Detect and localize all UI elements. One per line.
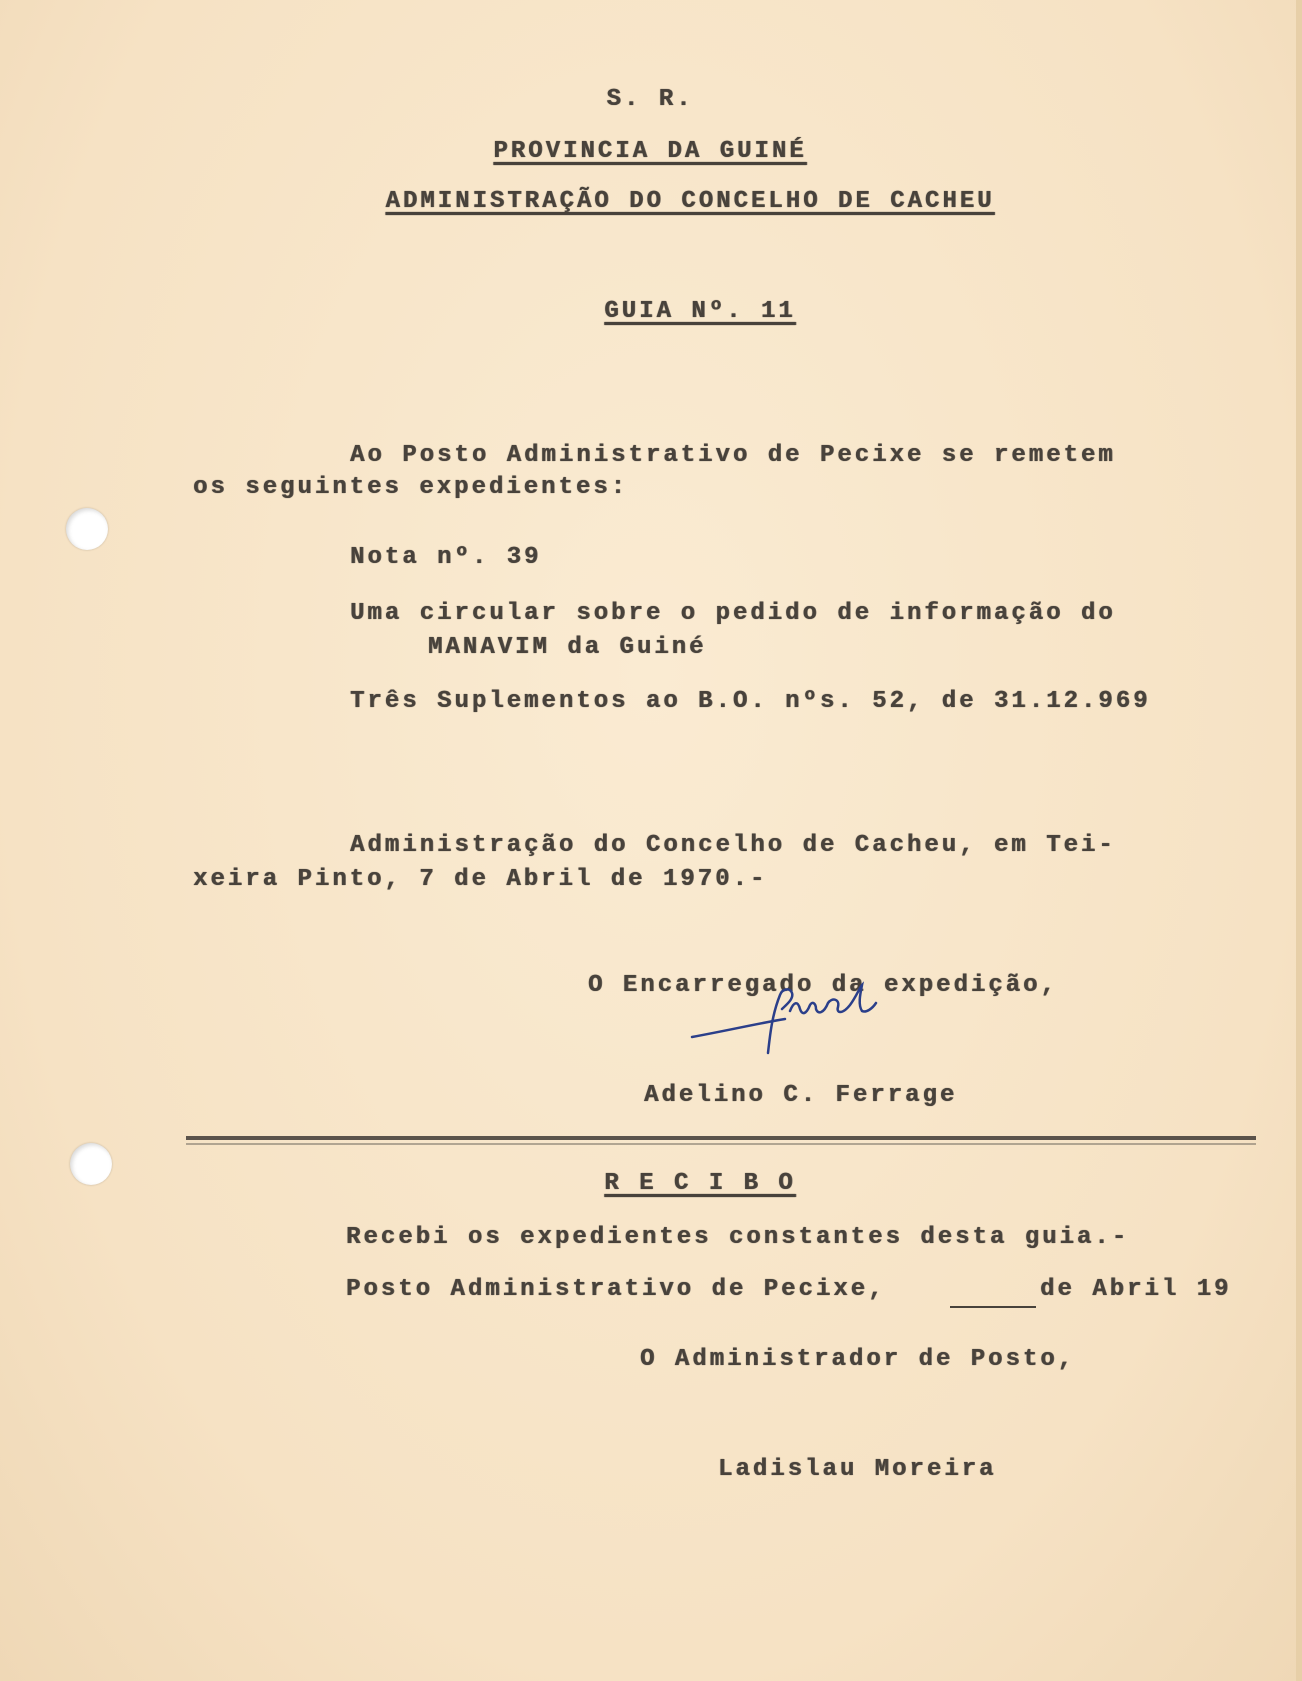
- receipt-day-blank: [950, 1306, 1036, 1308]
- receipt-title: R E C I B O: [604, 1170, 796, 1197]
- receipt-role: O Administrador de Posto,: [640, 1346, 1076, 1373]
- intro-line-2: os seguintes expedientes:: [193, 474, 629, 501]
- sender-name: Adelino C. Ferrage: [644, 1082, 958, 1109]
- receipt-line-1: Recebi os expedientes constantes desta guia.-: [346, 1224, 1130, 1251]
- sender-role: O Encarregado da expedição,: [588, 972, 1058, 999]
- divider-line: [186, 1136, 1256, 1140]
- sender-signature: [690, 975, 950, 1075]
- closing-line-2: xeira Pinto, 7 de Abril de 1970.-: [193, 866, 768, 893]
- administration-heading: ADMINISTRAÇÃO DO CONCELHO DE CACHEU: [385, 188, 995, 215]
- receipt-line-2-suffix: de Abril 19: [1040, 1276, 1232, 1303]
- closing-line-1: Administração do Concelho de Cacheu, em Tei-: [350, 832, 1116, 859]
- guide-number: GUIA Nº. 11: [604, 298, 796, 325]
- receipt-name: Ladislau Moreira: [718, 1456, 997, 1483]
- divider-line-shadow: [186, 1143, 1256, 1145]
- item-nota: Nota nº. 39: [350, 544, 542, 571]
- header-sr: S. R.: [606, 86, 694, 113]
- province-heading: PROVINCIA DA GUINÉ: [493, 138, 807, 165]
- punch-hole-bottom: [70, 1143, 112, 1185]
- item-circular-line-1: Uma circular sobre o pedido de informação do: [350, 600, 1116, 627]
- item-suplementos: Três Suplementos ao B.O. nºs. 52, de 31.12.969: [350, 688, 1151, 715]
- paper-edge: [1296, 0, 1302, 1681]
- receipt-line-2-prefix: Posto Administrativo de Pecixe,: [346, 1276, 886, 1303]
- punch-hole-top: [66, 508, 108, 550]
- intro-line-1: Ao Posto Administrativo de Pecixe se remetem: [350, 442, 1116, 469]
- item-circular-line-2: MANAVIM da Guiné: [428, 634, 707, 661]
